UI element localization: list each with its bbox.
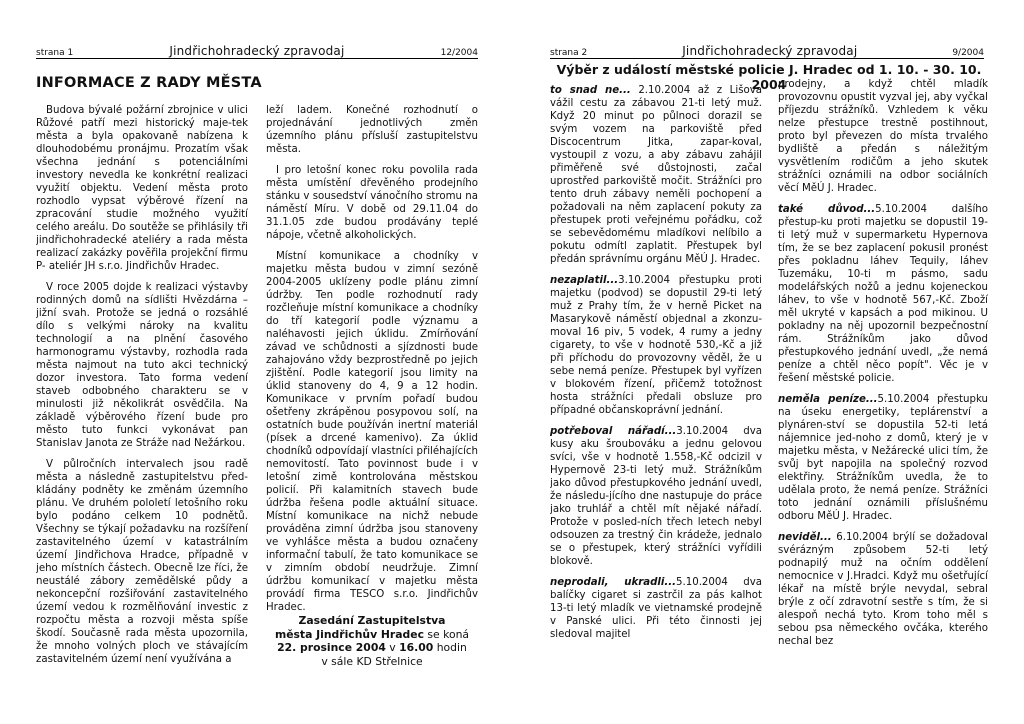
- section-heading: INFORMACE Z RADY MĚSTA: [36, 75, 262, 91]
- right-page: [512, 0, 1024, 724]
- newsletter-title: Jindřichohradecký zpravodaj: [169, 44, 345, 58]
- incident-text: 3.10.2004 dva kusy aku šroubováku a jednu gelovou svíci, vše v hodnotě 1.558,-Kč odcizil v Hypernově 23-ti letý muž. Strážníkům jako důvod přestupkového jednání uvedl, že následu-jícího dne nastupuje do práce jako truhlář a chtěl mít nějaké nářadí. Protože v posled-ních třech letech nebyl odsouzen za trestný čin krádeže, jednalo se o přestupek, který strážníci vyřídili blokově.: [550, 426, 762, 567]
- article-column-1: [36, 104, 248, 694]
- incident-text: prodejny, a když chtěl mladík provozovnu opustit vyzval jej, aby vyčkal příjezdu strážníků. Vzhledem k věku nelze přestupce trestně postihnout, proto byl převezen do místa trvalého bydliště a předán s náležitým vysvětlením rodičům a jeho skutek strážníci oznámili na odbor sociálních věcí MěÚ J. Hradec.: [778, 79, 988, 194]
- newsletter-title: Jindřichohradecký zpravodaj: [682, 44, 858, 58]
- incident-lead: neměla peníze...: [778, 394, 878, 405]
- notice-time: 16.00: [399, 641, 434, 654]
- incident-lead: neviděl...: [778, 532, 832, 543]
- incident-lead: také důvod...: [778, 204, 876, 215]
- incident-lead: neprodali, ukradli...: [550, 577, 677, 588]
- paragraph: I pro letošní konec roku povolila rada města umístění dřevěného prodejního stánku v sousedství vánočního stromu na náměstí Míru. V době od 29.11.04 do 31.1.05 zde budou prodávány teplé nápoje, včetně alkoholických.: [266, 165, 478, 241]
- notice-line: hodin: [433, 641, 467, 654]
- page-header: [550, 44, 984, 59]
- article-column-2: [266, 104, 478, 614]
- incident-report: [550, 576, 762, 641]
- paragraph: V roce 2005 dojde k realizaci výstavby rodinných domů na sídlišti Hvězdárna – jižní svah. Protože se jedná o rozsáhlé dílo s velkými nároky na kvalitu technologií a na plnění časového harmonogramu výstavby, rozhodla rada města najmout na tuto akci technický dozor investora. Tato forma vedení staveb odbobného charakteru se v minulosti již několikrát osvědčila. Na základě výběrového řízení bude pro město tuto funkci vykonávat pan Stanislav Janota ze Stráže nad Nežárkou.: [36, 282, 248, 449]
- issue-date: 12/2004: [440, 48, 478, 58]
- incident-text: 5.10.2004 dalšího přestup-ku proti majetku se dopustil 19-ti letý muž v supermarketu Hypernova tím, že se bez zaplacení pokusil pronést přes pokladnu láhev Tequily, láhev Tuzemáku, 10-ti m pásmo, sadu modelářských nožů a jednu kojeneckou láhev, to vše v hodnotě 567,-Kč. Zboží měl ukryté v kapsách a pod mikinou. U pokladny na něj upozornil bezpečnostní rám. Strážníkům jako důvod přestupkového jednání uvedl, „že nemá peníze a chtěl něco popít". Věc je v řešení městské policie.: [778, 204, 988, 384]
- section-heading: Výběr z událostí městské policie J. Hradec od 1. 10. - 30. 10. 2004: [556, 62, 982, 92]
- notice-line: v: [385, 641, 400, 654]
- incident-text: 5.10.2004 přestupku na úseku energetiky, teplárenství a plynáren-ství se dopustila 52-ti letá nájemnice jed-noho z domů, který je v majetku města, v Nežárecké ulici tím, že svůj byt napojila na společný rozvod elektřiny. Strážníkům uvedla, že to udělala proto, že nemá peníze. Strážníci toto jednání oznámili příslušnému odboru MěÚ J. Hradec.: [778, 394, 988, 522]
- paragraph: V půlročních intervalech jsou radě města a následně zastupitelstvu před-kládány podněty ke změnám územního plánu. Ve druhém pololetí letošního roku bylo podáno celkem 10 podnětů. Všechny se týkají požadavku na rozšíření zastavitelného území v katastrálním území Jindřichova Hradce, případně v jeho místních částech. Obecně lze říci, že neustálé zábory zemědělské půdy a nekoncepční rozšiřování zastavitelného území vedou k rozmělňování investic z rozpočtu města a rozvoji města spíše škodí. Současně rada města upozornila, že mnoho volných ploch ve stávajícím zastavitelném území není využívána a: [36, 459, 248, 665]
- incident-report: [778, 203, 988, 385]
- incident-report: [778, 78, 988, 195]
- incident-lead: to snad ne...: [550, 85, 631, 96]
- paragraph: leží ladem. Konečné rozhodnutí o projednávání jednotlivých změn územního plánu přísluší zastupitelstvu města.: [266, 105, 478, 155]
- page-header: [36, 44, 478, 59]
- page-number: strana 1: [36, 48, 74, 58]
- police-column-1: [550, 84, 762, 704]
- issue-date: 9/2004: [952, 48, 984, 58]
- incident-report: [550, 425, 762, 568]
- incident-lead: nezaplatil...: [550, 275, 619, 286]
- incident-report: [778, 393, 988, 523]
- incident-text: 2.10.2004 až z Lišova vážil cestu za zábavou 21-ti letý muž. Když 20 minut po půlnoci dorazil se svým vozem na parkoviště před Discocentrum Jitka, zapar-koval, vystoupil z vozu, a aby zábavu zahájil přiměřeně své důstojnosti, začal uprostřed parkoviště močit. Strážníci pro tento druh zábavy neměli pochopení a požadovali na něm zaplacení pokuty za přestupek proti veřejnému pořádku, což se sebevědomému mladíkovi nelíbilo a pokutu odmítl zaplatit. Přestupek byl předán správnímu orgánu MěÚ J. Hradec.: [550, 85, 762, 265]
- council-meeting-notice: [266, 614, 478, 668]
- paragraph: Budova bývalé požární zbrojnice v ulici Růžové patří mezi historický maje-tek města a byla opakovaně nabízena k dlouhodobému pronájmu. Prozatím však všechna jednání s potenciálními investory nevedla ke konkrétní realizaci využití objektu. Vedení města proto rozhodlo vypsat výběrové řízení na zpracování studie možného využití celého areálu. Do soutěže se přihlásily tři jindřichohradecké ateliéry a rada města realizací zakázky pověřila projekční firmu P- ateliér JH s.r.o. Jindřichův Hradec.: [36, 105, 248, 272]
- paragraph: Místní komunikace a chodníky v majetku města budou v zimní sezóně 2004-2005 uklízeny podle plánu zimní údržby. Ten podle rozhodnutí rady rozčleňuje místní komunikace a chodníky do tří kategorií podle významu a naléhavosti jejich úklidu. Zmírňování závad ve schůdnosti a sjízdnosti bude zahajováno vždy bezprostředně po jejich zjištění. Podle kategorií jsou limity na úklid stanoveny do 4, 9 a 12 hodin. Komunikace v prvním pořadí budou ošetřeny zkrápěnou posypovou solí, na ostatních bude používán inertní materiál (písek a drcené kamenivo). Za úklid chodníků odpovídají vlastníci přiléhajících nemovitostí. Tato povinnost bude i v letošní zimě kontrolována městskou policií. Při kalamitních stavech bude údržba řešena podle aktuální situace. Místní komunikace na nichž nebude prováděna zimní údržba jsou stanoveny ve vyhlášce města a budou označeny informační tabulí, že tato komunikace se v zimním období neudržuje. Zimní údržbu komunikací v majetku města provádí firma TESCO s.r.o. Jindřichův Hradec.: [266, 251, 478, 613]
- notice-date: 22. prosince 2004: [277, 641, 386, 654]
- notice-line: města Jindřichův Hradec: [274, 627, 424, 641]
- notice-line: se koná: [423, 627, 470, 641]
- incident-lead: potřeboval nářadí...: [550, 426, 677, 437]
- incident-text: 6.10.2004 brýlí se dožadoval svérázným způsobem 52-ti letý podnapilý muž na očním oddělení nemocnice v J.Hradci. Když mu ošetřující lékař na místě brýle nevydal, sebral brýle z očí zdravotní sestře s tím, že si alespoň nechá tyto. Krom toho měl s sebou psa německého ovčáka, kterého nechal bez: [778, 532, 988, 647]
- page-number: strana 2: [550, 48, 588, 58]
- incident-report: [550, 274, 762, 417]
- incident-report: [550, 84, 762, 266]
- police-column-2: [778, 78, 988, 704]
- incident-text: 5.10.2004 dva balíčky cigaret si zastrčil za pás kalhot 13-ti letý mladík ve vietnamské prodejně v Panské ulici. Při této činnosti jej sledoval majitel: [550, 577, 762, 640]
- notice-venue: v sále KD Střelnice: [321, 654, 423, 668]
- incident-report: [778, 531, 988, 648]
- incident-text: 3.10.2004 přestupku proti majetku (podvod) se dopustil 29-ti letý muž z Prahy tím, že v herně Picket na Masarykově náměstí objednal a zkonzu-moval 16 piv, 5 vodek, 4 rumy a jedny cigarety, to vše v hodnotě 530,-Kč a již při příchodu do provozovny věděl, že u sebe nemá peníze. Přestupek byl vyřízen v blokovém řízení, přičemž totožnost hosta strážníci předali obsluze pro případné občanskoprávní jednání.: [550, 275, 762, 416]
- notice-line: Zasedání Zastupitelstva: [298, 614, 446, 627]
